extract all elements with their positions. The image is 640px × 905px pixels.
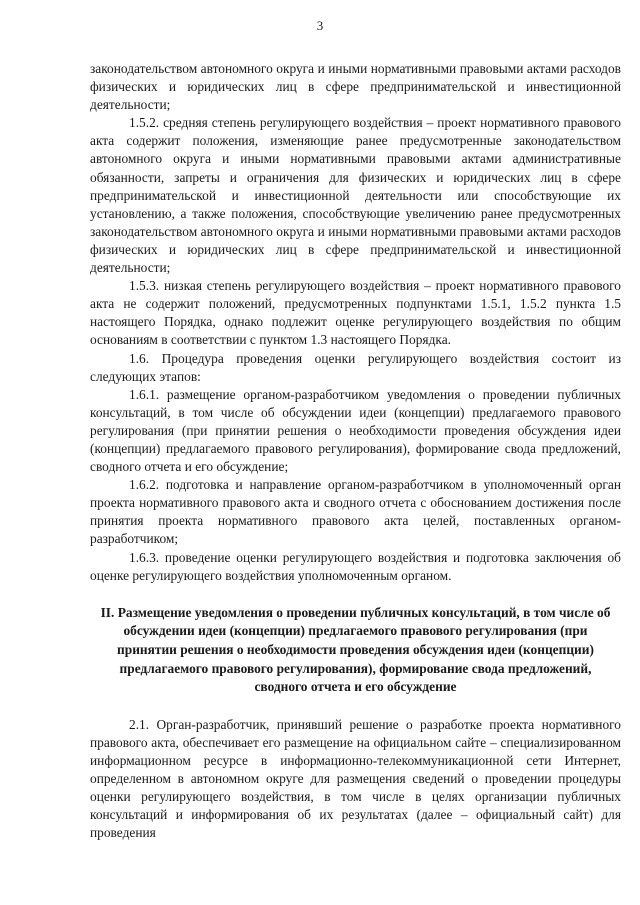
paragraph-continuation: законодательством автономного округа и иными нормативными правовыми актами расходов физических и юридических лиц в сфере предпринимательской и инвестиционной деятельности; — [90, 61, 621, 113]
page-number: 3 — [316, 18, 324, 33]
paragraph-2-1: 2.1. Орган-разработчик, принявший решение о разработке проекта нормативного правового акта, обеспечивает его размещение на официальном сайте – специализированном информационном ресурсе в информационно-телекоммуникационной сети Интернет, определенном в автономном округе для размещения сведений о проведении процедуры оценки регулирующего воздействия, в том числе в целях организации публичных консультаций и информирования об их результатах (далее – официальный сайт) для проведения — [90, 716, 621, 841]
paragraph-1-6-3: 1.6.3. проведение оценки регулирующего воздействия и подготовка заключения об оценке регулирующего воздействия уполномоченным органом. — [90, 549, 621, 583]
paragraph-1-6-1: 1.6.1. размещение органом-разработчиком уведомления о проведении публичных консультаций, в том числе об обсуждении идеи (концепции) предлагаемого правового регулирования (при принятии решения о необходимости проведения обсуждения идеи (концепции) предлагаемого правового регулирования), формирование свода предложений, сводного отчета и его обсуждение; — [90, 386, 621, 475]
paragraph-1-6-2: 1.6.2. подготовка и направление органом-разработчиком в уполномоченный орган проекта нормативного правового акта и сводного отчета с обоснованием достижения после принятия проекта нормативного правового акта целей, поставленных органом-разработчиком; — [90, 477, 621, 547]
paragraph-1-5-2: 1.5.2. средняя степень регулирующего воздействия – проект нормативного правового акта содержит положения, изменяющие ранее предусмотренные законодательством автономного округа и иными нормативными правовыми актами административные обязанности, запреты и ограничения для физических и юридических лиц в сфере предпринимательской и инвестиционной деятельности или способствующие их установлению, а также положения, способствующие увеличению ранее предусмотренных законодательством автономного округа и иными нормативными правовыми актами расходов физических и юридических лиц в сфере предпринимательской и инвестиционной деятельности; — [90, 115, 621, 276]
section-heading: II. Размещение уведомления о проведении публичных консультаций, в том числе об обсуждении идеи (концепции) предлагаемого правового регулирования (при принятии решения о необходимости проведения обсуждения идеи (концепции) предлагаемого правового регулирования), формирование свода предложений, сводного отчета и его обсуждение — [100, 604, 611, 695]
paragraph-1-5-3: 1.5.3. низкая степень регулирующего воздействия – проект нормативного правового акта не содержит положений, предусмотренных подпунктами 1.5.1, 1.5.2 пункта 1.5 настоящего Порядка, однако подлежит оценке регулирующего воздействия по общим основаниям в соответствии с пунктом 1.3 настоящего Порядка. — [90, 278, 621, 348]
document-body — [90, 60, 621, 842]
paragraph-1-6: 1.6. Процедура проведения оценки регулирующего воздействия состоит из следующих этапов: — [90, 350, 621, 384]
